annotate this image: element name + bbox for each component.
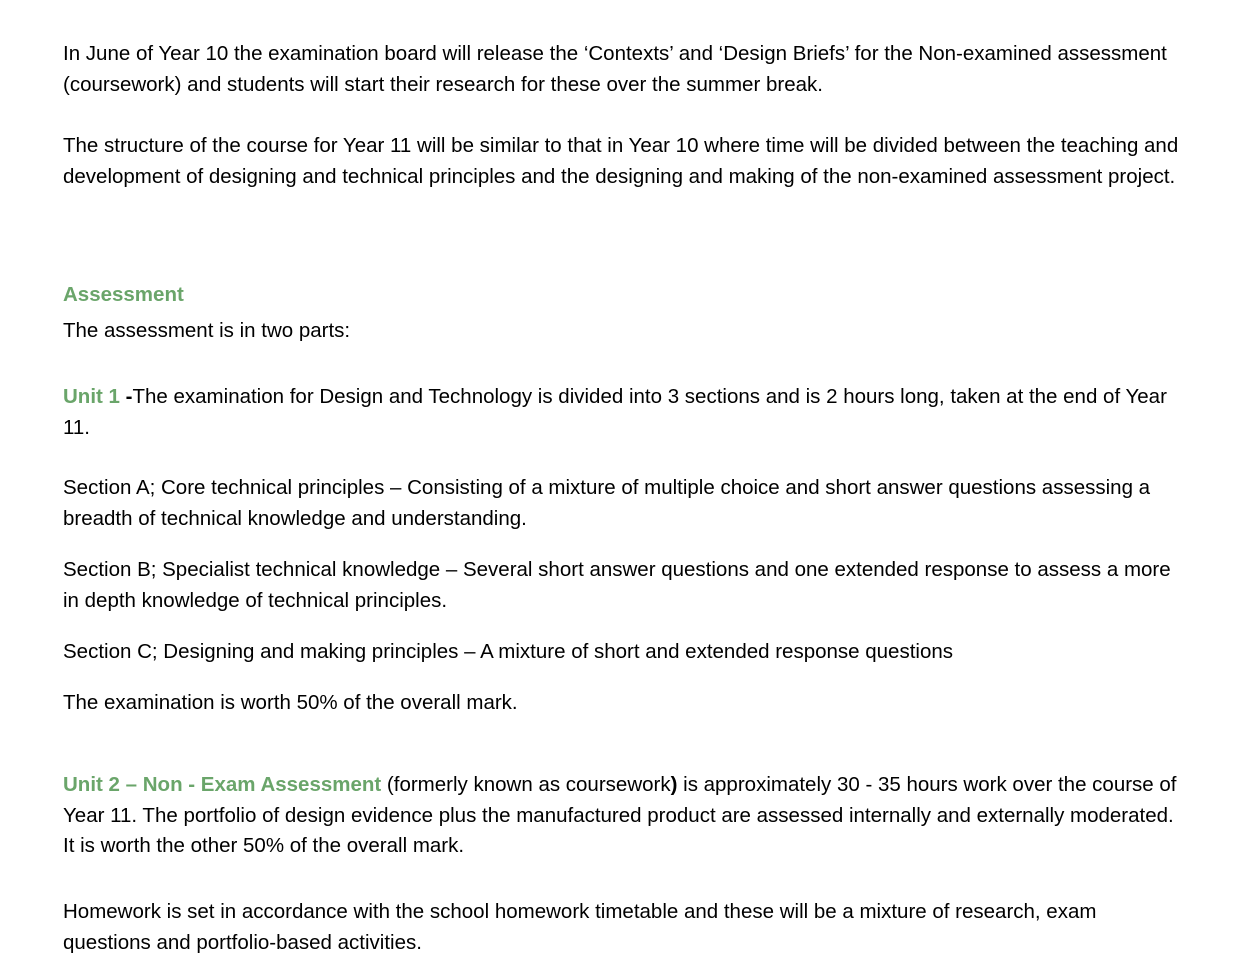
section-b-paragraph: Section B; Specialist technical knowledge – Several short answer questions and one extended response to assess a more in depth knowledge of technical principles. xyxy=(63,558,1171,612)
homework-paragraph: Homework is set in accordance with the school homework timetable and these will be a mixture of research, exam questions and portfolio-based activities. xyxy=(63,900,1097,954)
intro-paragraph-2: The structure of the course for Year 11 will be similar to that in Year 10 where time will be divided between the teaching and development of designing and technical principles and the designing and making of the non-examined assessment project. xyxy=(63,134,1179,188)
unit2-label: Unit 2 – Non - Exam Assessment xyxy=(63,773,382,796)
unit1-paragraph xyxy=(63,382,1183,443)
unit2-close-paren: ) xyxy=(670,773,678,796)
section-c-paragraph: Section C; Designing and making principles – A mixture of short and extended response questions xyxy=(63,640,953,663)
exam-weight-paragraph: The examination is worth 50% of the overall mark. xyxy=(63,691,518,714)
unit2-text-b: is approximately 30 - 35 hours work over the course of Year 11. The portfolio of design evidence plus the manufactured product are assessed internally and externally moderated. It is worth the other 50% of the overall mark. xyxy=(63,773,1177,857)
unit2-paragraph xyxy=(63,770,1183,862)
unit1-dash: - xyxy=(119,385,133,408)
assessment-heading: Assessment xyxy=(63,283,184,306)
unit1-text: The examination for Design and Technology is divided into 3 sections and is 2 hours long, taken at the end of Year 11. xyxy=(63,385,1167,439)
unit2-text-a: (formerly known as coursework xyxy=(381,773,671,796)
assessment-lead: The assessment is in two parts: xyxy=(63,319,351,342)
unit1-label: Unit 1 xyxy=(63,385,120,408)
intro-paragraph-1: In June of Year 10 the examination board will release the ‘Contexts’ and ‘Design Briefs’ for the Non-examined assessment (coursework) and students will start their research for these over the summer break. xyxy=(63,42,1167,96)
section-a-paragraph: Section A; Core technical principles – Consisting of a mixture of multiple choice and short answer questions assessing a breadth of technical knowledge and understanding. xyxy=(63,476,1151,530)
